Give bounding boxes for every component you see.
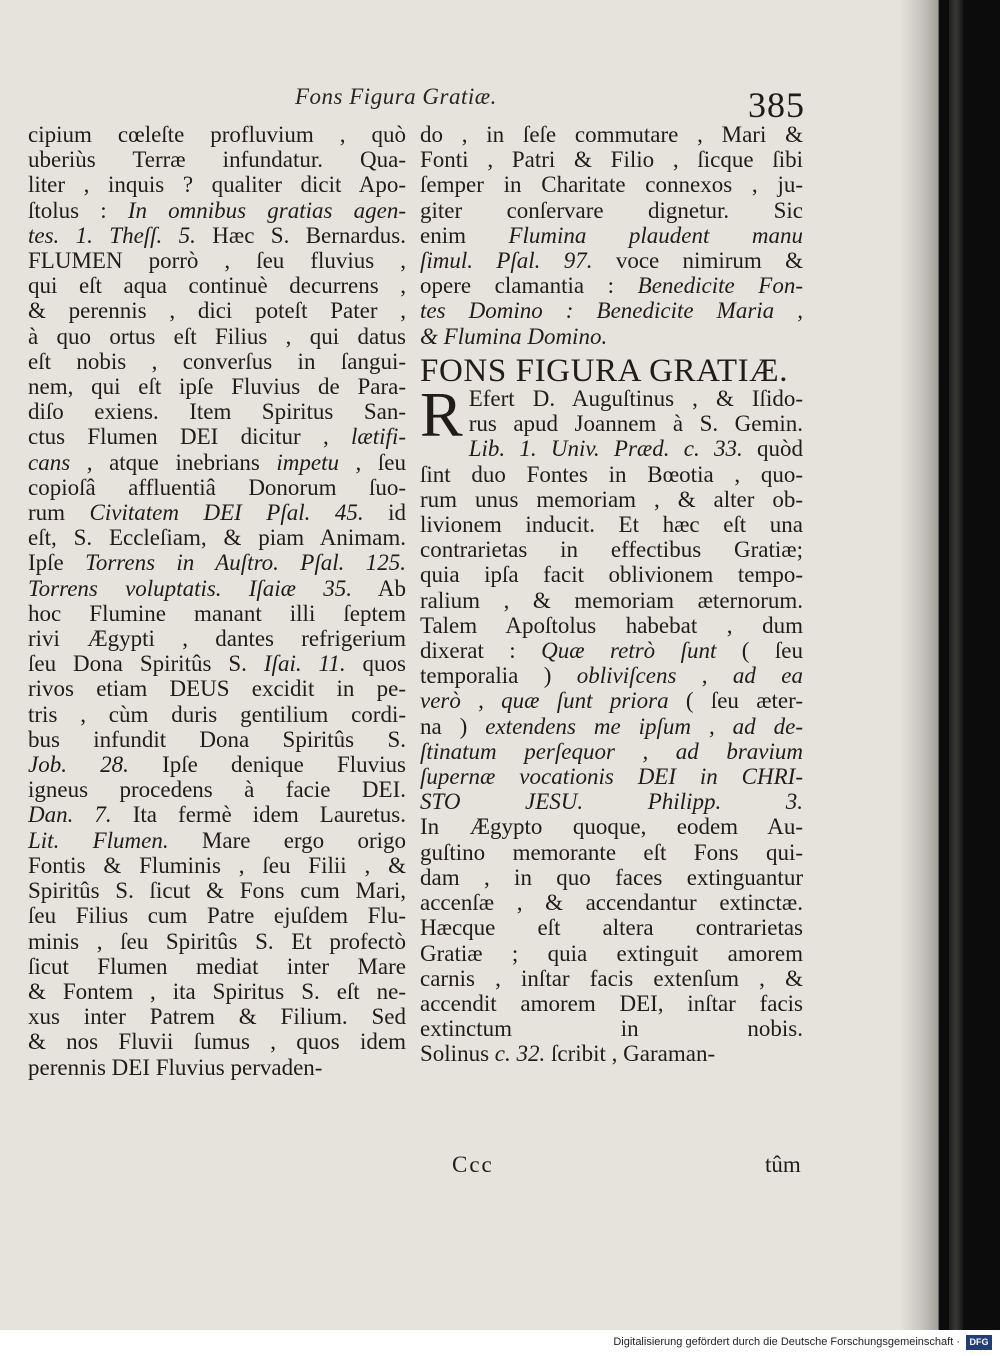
italic-text: Torrens in Auſtro. Pſal. 125.	[85, 550, 406, 576]
italic-text: Iſai. 11.	[263, 651, 346, 677]
italic-text: tes Domino : Benedicite Maria ,	[420, 298, 803, 324]
italic-text: STO JESU. Philipp. 3.	[420, 789, 803, 815]
text-line	[28, 651, 406, 676]
roman-text: ( ſeu	[716, 638, 803, 664]
text-line	[28, 198, 406, 223]
text-line: & nos Fluvii ſumus , quos idem	[28, 1029, 406, 1055]
text-line: rus apud Joannem à S. Gemin.	[468, 411, 803, 437]
text-line	[28, 802, 406, 827]
text-line: copioſâ affluentiâ Donorum ſuo-	[28, 474, 406, 500]
dfg-logo: DFG	[966, 1335, 992, 1350]
italic-text: ſupernæ vocationis DEI in CHRI-	[420, 764, 803, 790]
italic-text: Benedicite Fon-	[637, 273, 803, 299]
roman-text: liter , inquis ? qualiter dicit Apo-	[28, 172, 406, 198]
footer-bar	[0, 1330, 1000, 1356]
text-line	[420, 223, 803, 248]
text-line: uberiùs Terræ infundatur. Qua-	[28, 147, 406, 173]
italic-text: ſtinatum perſequor , ad bravium	[420, 738, 803, 764]
text-line	[28, 550, 406, 575]
text-line: & perennis , dici poteſt Pater ,	[28, 298, 406, 324]
text-line: accendit amorem DEI, inſtar facis	[420, 990, 803, 1016]
text-line: à quo ortus eſt Filius , qui datus	[28, 323, 406, 349]
text-line: Hæcque eſt altera contrarietas	[420, 915, 803, 941]
text-line	[28, 450, 406, 475]
text-line: qui eſt aqua continuè decurrens ,	[28, 273, 406, 299]
text-line: ſemper in Charitate connexos , ju-	[420, 172, 803, 198]
text-line: extinctum in nobis.	[420, 1016, 803, 1042]
roman-text: voce nimirum &	[592, 248, 803, 274]
text-line	[420, 789, 803, 814]
text-line	[28, 828, 406, 853]
catchword: tûm	[765, 1152, 801, 1177]
italic-text: In omnibus gratias agen-	[127, 197, 406, 223]
text-line	[28, 576, 406, 601]
roman-text: ſtolus :	[28, 197, 128, 223]
text-line: igneus procedens à facie DEI.	[28, 777, 406, 803]
italic-text: verò , quæ ſunt priora	[420, 688, 669, 714]
italic-text: extendens me ipſum , ad de-	[485, 713, 803, 739]
roman-text: rum	[28, 500, 90, 526]
left-column	[28, 122, 406, 1080]
text-line: xus inter Patrem & Filium. Sed	[28, 1004, 406, 1030]
text-line: Efert D. Auguſtinus , & Iſido-	[468, 386, 803, 412]
italic-text: & Flumina Domino.	[420, 323, 608, 349]
text-line: In Ægypto quoque, eodem Au-	[420, 814, 803, 840]
text-line: Fontis & Fluminis , ſeu Filii , &	[28, 852, 406, 878]
text-line	[420, 739, 803, 764]
text-line	[420, 764, 803, 789]
text-line	[28, 223, 406, 248]
text-line	[420, 714, 803, 739]
page-gutter-shadow	[900, 0, 938, 1330]
roman-text: Solinus	[420, 1041, 495, 1067]
roman-text: temporalia )	[420, 663, 577, 689]
text-line: ralium , & memoriam æternorum.	[420, 587, 803, 613]
roman-text: opere clamantia :	[420, 273, 638, 299]
italic-text: c. 32.	[494, 1041, 546, 1067]
text-line: Spiritûs S. ſicut & Fons cum Mari,	[28, 878, 406, 904]
text-line: ſicut Flumen mediat inter Mare	[28, 953, 406, 979]
roman-text: atque inebrians	[92, 449, 277, 475]
text-line: contrarietas in effectibus Gratiæ;	[420, 537, 803, 563]
right-column-body-text	[420, 379, 804, 1067]
italic-text: obliviſcens , ad ea	[576, 663, 803, 689]
italic-text: Torrens voluptatis. Iſaiæ 35.	[28, 575, 352, 601]
text-line: accenſæ , & accendantur extinctæ.	[420, 890, 803, 916]
text-line: Fonti , Patri & Filio , ſicque ſibi	[420, 147, 803, 173]
roman-text: dixerat :	[420, 638, 542, 664]
text-line: nem, qui eſt ipſe Fluvius de Para-	[28, 374, 406, 400]
right-column	[420, 122, 803, 1067]
text-line	[420, 248, 803, 273]
italic-text: Flumina plaudent manu	[508, 222, 803, 248]
text-line	[420, 298, 803, 323]
text-line	[28, 500, 406, 525]
roman-text: Mare ergo origo	[168, 827, 406, 853]
text-line: ſint duo Fontes in Bœotia , quo-	[420, 461, 803, 487]
text-line: quia ipſa facit oblivionem tempo-	[420, 562, 803, 588]
text-line: guſtino memorante eſt Fons qui-	[420, 839, 803, 865]
roman-text: Hæc S. Bernardus.	[195, 222, 406, 248]
text-line: diſo exiens. Item Spiritus San-	[28, 399, 406, 425]
running-title: Fons Figura Gratiæ.	[295, 84, 497, 109]
roman-text: ſeu	[361, 449, 406, 475]
scan-border	[939, 0, 1000, 1330]
text-line: hoc Flumine manant illi ſeptem	[28, 600, 406, 626]
text-line: rum unus memoriam , & alter ob-	[420, 486, 803, 512]
text-line	[28, 752, 406, 777]
text-line: Talem Apoſtolus habebat , dum	[420, 612, 803, 638]
italic-text: Job. 28.	[28, 752, 129, 778]
text-line	[420, 688, 803, 713]
italic-text: Civitatem DEI Pſal. 45.	[89, 500, 364, 526]
text-line: eſt, S. Eccleſiam, & piam Animam.	[28, 525, 406, 551]
roman-text: ( ſeu æter-	[668, 688, 803, 714]
italic-text: ſimul. Pſal. 97.	[420, 248, 593, 274]
text-line	[28, 172, 406, 197]
roman-text: Ita fermè idem Lauretus.	[111, 802, 406, 828]
italic-text: tes. 1. Theſſ. 5.	[28, 222, 196, 248]
roman-text: quos	[345, 651, 407, 677]
italic-text: lætifi-	[351, 424, 406, 450]
section-body	[420, 379, 804, 1067]
italic-text: Lit. Flumen.	[28, 827, 169, 853]
text-line: carnis , inſtar facis extenſum , &	[420, 965, 803, 991]
text-line: & Fontem , ita Spiritus S. eſt ne-	[28, 978, 406, 1004]
roman-text: Ipſe denique Fluvius	[128, 752, 406, 778]
italic-text: Quæ retrò ſunt	[541, 638, 717, 664]
text-line: minis , ſeu Spiritûs S. Et profectò	[28, 928, 406, 954]
roman-text: ſcribit , Garaman-	[545, 1041, 716, 1067]
book-edge	[949, 0, 963, 1330]
text-line	[420, 1041, 803, 1066]
text-line	[420, 638, 803, 663]
roman-text: na )	[420, 713, 486, 739]
roman-text: id	[363, 500, 406, 526]
text-line: Gratiæ ; quia extinguit amorem	[420, 940, 803, 966]
text-line: rivi Ægypti , dantes refrigerium	[28, 626, 406, 652]
signature-mark: Ccc	[452, 1152, 494, 1177]
roman-text: Ab	[351, 575, 407, 601]
italic-text: impetu ,	[276, 449, 362, 475]
text-line: do , in ſeſe commutare , Mari &	[420, 122, 803, 147]
funding-credit: Digitalisierung gefördert durch die Deutsche Forschungsgemeinschaft ·	[613, 1336, 960, 1348]
drop-cap-letter: R	[420, 379, 463, 451]
text-line: dam , in quo faces extinguantur	[420, 864, 803, 890]
text-line: rivos etiam DEUS excidit in pe-	[28, 676, 406, 702]
text-line: ſeu Filius cum Patre ejuſdem Flu-	[28, 903, 406, 929]
italic-text: cans ,	[28, 449, 93, 475]
section-heading: FONS FIGURA GRATIÆ.	[420, 352, 789, 389]
text-line: FLUMEN porrò , ſeu fluvius ,	[28, 248, 406, 274]
text-line: perennis DEI Fluvius pervaden-	[28, 1054, 323, 1080]
text-line	[420, 273, 803, 298]
roman-text: ctus Flumen DEI dicitur ,	[28, 424, 352, 450]
page-number: 385	[748, 85, 805, 125]
italic-text: Dan. 7.	[28, 802, 112, 828]
italic-text: Lib. 1. Univ. Præd. c. 33.	[468, 436, 743, 462]
roman-text: ſeu Dona Spiritûs S.	[28, 651, 264, 677]
text-line	[420, 436, 803, 461]
text-line	[28, 424, 406, 449]
text-line: bus infundit Dona Spiritûs S.	[28, 726, 406, 752]
text-line: livionem inducit. Et hæc eſt una	[420, 512, 803, 538]
text-line: cipium cœleſte profluvium , quò	[28, 122, 406, 147]
text-line	[420, 324, 803, 349]
roman-text: Ipſe	[28, 550, 86, 576]
text-line	[420, 663, 803, 688]
text-line: tris , cùm duris gentilium cordi-	[28, 701, 406, 727]
roman-text: quòd	[742, 436, 804, 462]
text-line: giter conſervare dignetur. Sic	[420, 197, 803, 223]
right-column-top-text	[420, 122, 803, 349]
text-line: eſt nobis , converſus in ſangui-	[28, 348, 406, 374]
roman-text: enim	[420, 222, 509, 248]
